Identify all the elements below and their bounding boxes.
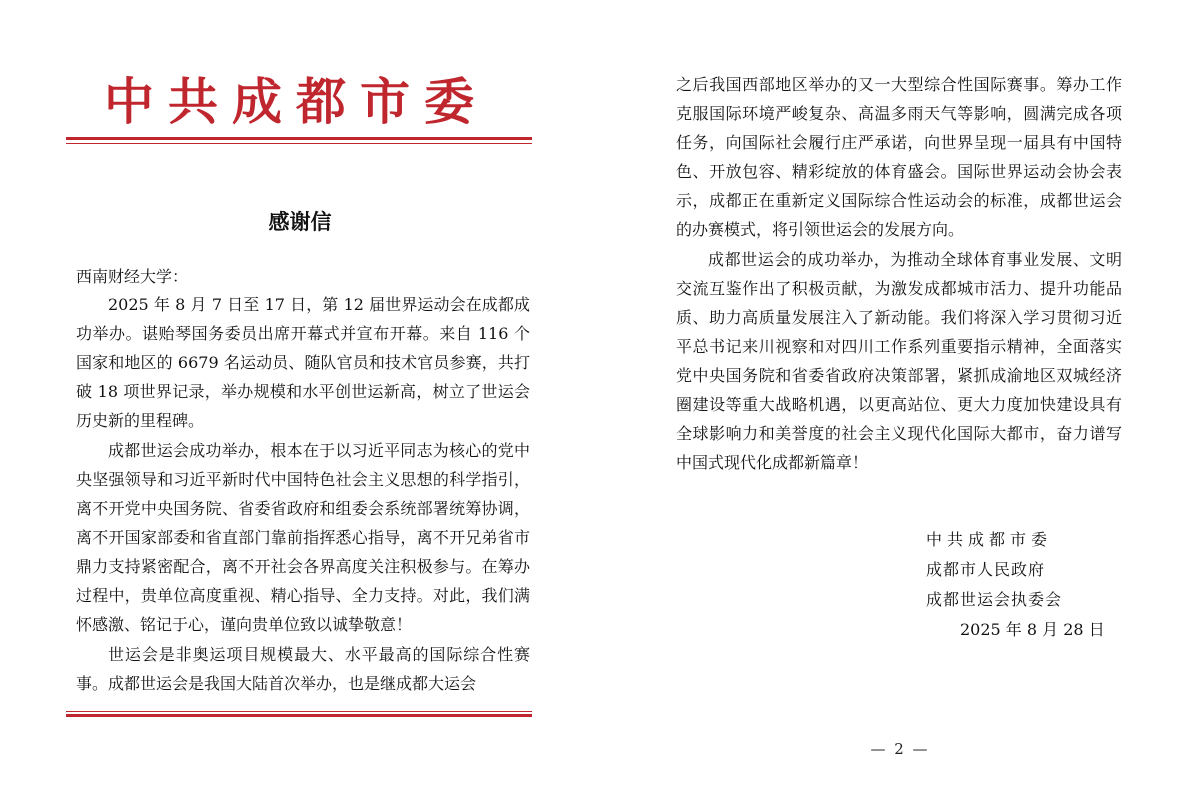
- letter-title: 感谢信: [268, 210, 332, 234]
- paragraph: 世运会是非奥运项目规模最大、水平最高的国际综合性赛事。成都世运会是我国大陆首次举办，也是继成都大运会: [76, 645, 530, 693]
- letterhead-rule-thin: [66, 143, 532, 144]
- paragraph: 2025 年 8 月 7 日至 17 日，第 12 届世界运动会在成都成功举办。谌贻琴国务委员出席开幕式并宣布开幕。来自 116 个国家和地区的 6679 名运动员、随队官员和技术官员参赛，共打破 18 项世界记录，举办规模和水平创世运新高，树立了世运会历史新的里程碑。: [76, 295, 530, 430]
- signature-org-party-committee: 中共成都市委: [926, 530, 1053, 549]
- letterhead-rule-thick: [66, 137, 532, 140]
- signature-org-executive-committee: 成都世运会执委会: [926, 590, 1063, 609]
- right-page: [600, 0, 1200, 800]
- signature-block: [926, 525, 1105, 645]
- signature-org-government: 成都市人民政府: [926, 560, 1046, 579]
- left-body: [76, 290, 530, 699]
- signature-date: 2025 年 8 月 28 日: [960, 620, 1105, 639]
- paragraph: 成都世运会成功举办，根本在于以习近平同志为核心的党中央坚强领导和习近平新时代中国特色社会主义思想的科学指引，离不开党中央国务院、省委省政府和组委会系统部署统筹协调，离不开国家部委和省直部门靠前指挥悉心指导，离不开兄弟省市鼎力支持紧密配合，离不开社会各界高度关注积极参与。在筹办过程中，贵单位高度重视、精心指导、全力支持。对此，我们满怀感激、铭记于心，谨向贵单位致以诚挚敬意！: [76, 441, 530, 634]
- paragraph: 成都世运会的成功举办，为推动全球体育事业发展、文明交流互鉴作出了积极贡献，为激发成都城市活力、提升功能品质、助力高质量发展注入了新动能。我们将深入学习贯彻习近平总书记来川视察和对四川工作系列重要指示精神，全面落实党中央国务院和省委省政府决策部署，紧抓成渝地区双城经济圈建设等重大战略机遇，以更高站位、更大力度加快建设具有全球影响力和美誉度的社会主义现代化国际大都市，奋力谱写中国式现代化成都新篇章！: [676, 250, 1122, 472]
- salutation: 西南财经大学：: [76, 267, 189, 286]
- page-number: — 2 —: [870, 740, 930, 758]
- footer-rule-thin: [66, 711, 532, 712]
- paragraph-continued: 之后我国西部地区举办的又一大型综合性国际赛事。筹办工作克服国际环境严峻复杂、高温多雨天气等影响，圆满完成各项任务，向国际社会履行庄严承诺，向世界呈现一届具有中国特色、开放包容、精彩绽放的体育盛会。国际世界运动会协会表示，成都正在重新定义国际综合性运动会的标准，成都世运会的办赛模式，将引领世运会的发展方向。: [676, 75, 1122, 239]
- footer-rule-thick: [66, 714, 532, 717]
- right-body: [676, 70, 1122, 478]
- letterhead-title: 中共成都市委: [104, 72, 488, 131]
